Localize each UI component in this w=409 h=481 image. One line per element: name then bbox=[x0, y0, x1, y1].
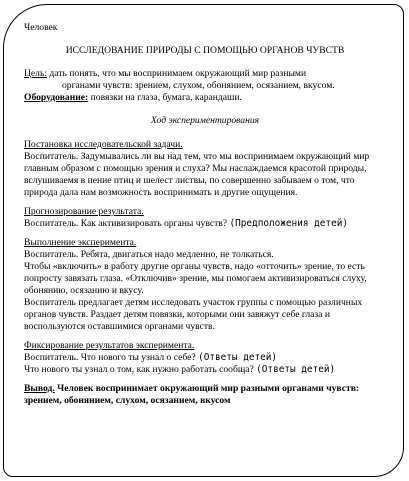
goal-label: Цель: bbox=[24, 68, 48, 79]
section-results-q1 bbox=[24, 352, 386, 364]
conclusion-text: Человек воспринимает окружающий мир разными органами чувств: зрением, обонянием, слухом, осязанием, вкусом bbox=[24, 383, 360, 406]
conclusion-paragraph bbox=[24, 383, 386, 407]
section-forecast-text: Воспитатель. Как активизировать органы чувств? bbox=[24, 218, 230, 229]
goal-line bbox=[24, 68, 386, 80]
results-answer-2: (Ответы детей) bbox=[256, 364, 336, 375]
section-experiment-text-3: Воспитатель предлагает детям исследовать участок группы с помощью различных органов чувств. Раздает детям повязки, которыми они завяжут себе глаза и воспользуются оставшимися органами чувств. bbox=[24, 297, 363, 332]
equipment-text: повязки на глаза, бумага, карандаши. bbox=[88, 92, 242, 103]
section-results-q2 bbox=[24, 364, 386, 376]
section-experiment-heading: Выполнение эксперимента. bbox=[24, 237, 137, 248]
results-question-2: Что нового ты узнал о том, как нужно работать сообща? bbox=[24, 364, 257, 375]
section-forecast-answer: (Предположения детей) bbox=[229, 218, 348, 229]
results-question-1: Воспитатель. Что нового ты узнал о себе? bbox=[24, 352, 199, 363]
goal-text: дать понять, что мы воспринимаем окружающий мир разными bbox=[47, 68, 307, 79]
equipment-label: Оборудование: bbox=[24, 92, 89, 103]
section-results-heading: Фиксирование результатов эксперимента. bbox=[24, 340, 195, 351]
section-experiment-text-2: Чтобы «включить» в работу другие органы чувств, надо «отточить» зрение, то есть попросту завязать глаза. «Отключив» зрение, мы помогаем активизироваться слуху, обонянию, осязанию и вкусу. bbox=[24, 261, 367, 296]
goal-text-continued: органами чувств: зрением, слухом, обонянием, осязанием, вкусом. bbox=[62, 80, 335, 91]
section-forecast-line bbox=[24, 218, 386, 230]
section-forecast-heading: Прогнозирование результата. bbox=[24, 206, 144, 217]
course-heading: Ход экспериментирования bbox=[150, 115, 260, 126]
section-task-heading: Постановка исследовательской задачи. bbox=[24, 139, 183, 150]
results-answer-1: (Ответы детей) bbox=[198, 352, 278, 363]
section-task-text: Воспитатель. Задумывались ли вы над тем, что мы воспринимаем окружающий мир главным образом с помощью зрения и слуха? Мы наслаждаемся красотой природы, вслушиваемя в пение птиц и шелест листвы, по совершенно забываем о том, что природа дала нам возможность воспринимать и другие ощущения. bbox=[24, 151, 370, 198]
subject-label: Человек bbox=[24, 22, 58, 33]
document-title: ИССЛЕДОВАНИЕ ПРИРОДЫ С ПОМОЩЬЮ ОРГАНОВ ЧУВСТВ bbox=[65, 45, 345, 56]
conclusion-label: Вывод. bbox=[24, 383, 55, 394]
section-experiment-text-1: Воспитатель. Ребята, двигаться надо медленно, не толкаться. bbox=[24, 249, 274, 260]
document-body bbox=[24, 22, 386, 407]
equipment-line bbox=[24, 92, 386, 104]
